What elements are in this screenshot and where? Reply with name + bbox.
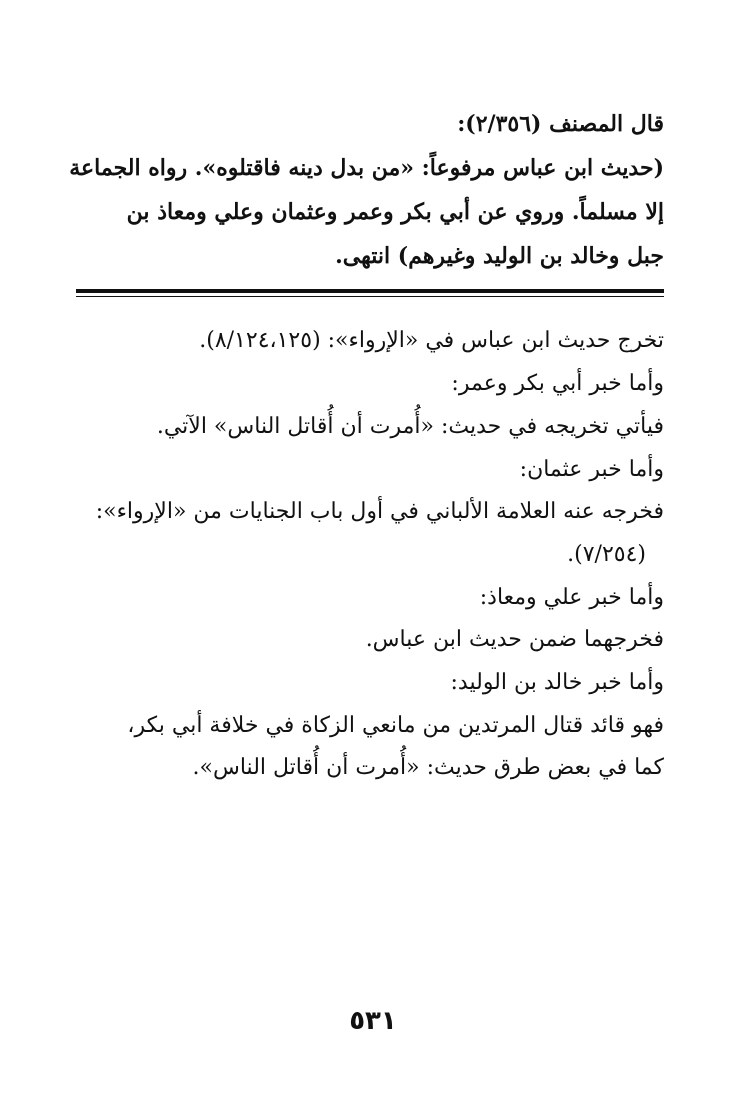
body-text-line-9: وأما خبر خالد بن الوليد: [450,670,664,695]
separator-thick-rule [76,289,664,293]
section-separator [76,289,664,299]
author-reference-heading: قال المصنف (٢/٣٥٦): [457,111,664,137]
body-text-line-3: فيأتي تخريجه في حديث: «أُمرت أن أُقاتل الناس» الآتي. [156,414,664,439]
separator-thin-rule [76,296,664,297]
body-text-line-10: فهو قائد قتال المرتدين من مانعي الزكاة في خلافة أبي بكر، [127,713,664,738]
body-text-line-4: وأما خبر عثمان: [519,457,664,482]
body-text-line-5: فخرجه عنه العلامة الألباني في أول باب الجنايات من «الإرواء»: [95,499,664,524]
page-number: ٥٣١ [349,1006,397,1036]
body-text-line-11: كما في بعض طرق حديث: «أُمرت أن أُقاتل الناس». [192,755,664,780]
body-text-line-6: (٧/٢٥٤). [567,542,646,567]
quoted-text-line-2: إلا مسلماً. وروي عن أبي بكر وعمر وعثمان وعلي ومعاذ بن [126,199,664,225]
body-text-line-2: وأما خبر أبي بكر وعمر: [451,371,664,396]
body-text-line-7: وأما خبر علي ومعاذ: [479,585,664,610]
quoted-text-line-1: (حديث ابن عباس مرفوعاً: «من بدل دينه فاقتلوه». رواه الجماعة [69,155,664,181]
quoted-text-line-3: جبل وخالد بن الوليد وغيرهم) انتهى. [335,243,664,269]
body-text-line-8: فخرجهما ضمن حديث ابن عباس. [365,627,664,652]
body-text-line-1: تخرج حديث ابن عباس في «الإرواء»: (٨/١٢٤،١٢٥). [199,328,664,353]
